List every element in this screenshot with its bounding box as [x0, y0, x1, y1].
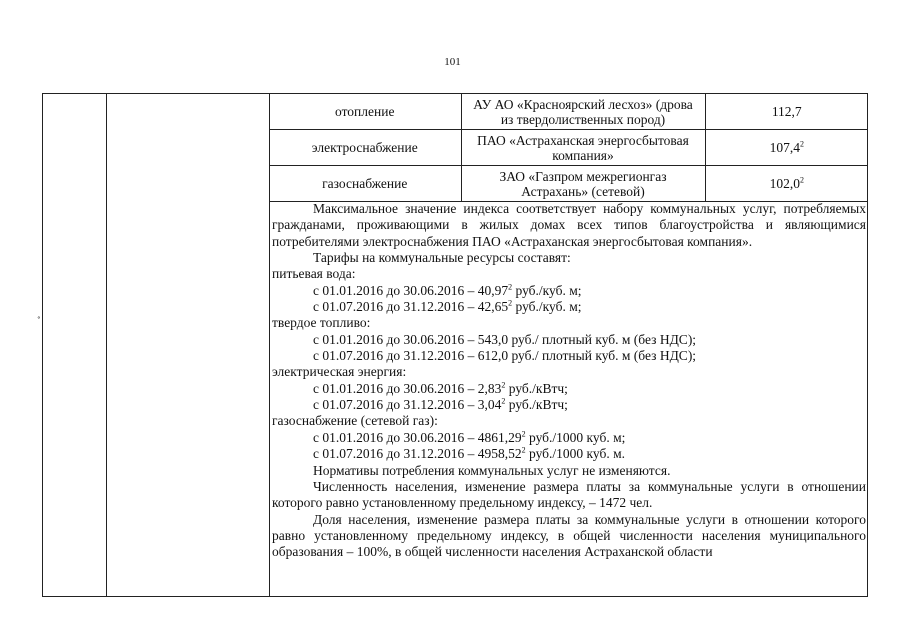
index-cell: 107,4$^2$: [705, 130, 868, 166]
gas-tariff-h1: с 01.01.2016 до 30.06.2016 – 4861,29$^2$ руб./1000 куб. м;: [313, 429, 626, 445]
paragraph-norms: Нормативы потребления коммунальных услуг не изменяются.: [313, 462, 671, 478]
electricity-tariff-h2: с 01.07.2016 до 31.12.2016 – 3,04$^2$ руб./кВтч;: [313, 396, 568, 413]
provider-cell: ПАО «Астраханская энергосбытовая компания»: [461, 130, 705, 166]
tariff-table: [269, 94, 868, 202]
service-cell: отопление: [269, 94, 461, 130]
provider-cell: ЗАО «Газпром межрегионгаз Астрахань» (сетевой): [461, 166, 705, 202]
document-body-text: [272, 201, 866, 561]
water-tariff-h2: с 01.07.2016 до 31.12.2016 – 42,65$^2$ руб./куб. м;: [313, 298, 582, 315]
water-label: питьевая вода:: [272, 266, 356, 282]
page-number: 101: [444, 56, 461, 68]
gas-label: газоснабжение (сетевой газ):: [272, 413, 438, 429]
fuel-label: твердое топливо:: [272, 315, 371, 331]
fuel-tariff-h1: с 01.01.2016 до 30.06.2016 – 543,0 руб./ плотный куб. м (без НДС);: [313, 331, 697, 347]
document-table-frame: [42, 93, 868, 597]
paragraph-population: Численность населения, изменение размера платы за коммунальные услуги в отношении которого равно установленному предельному индексу, – 1472 чел.: [272, 478, 866, 511]
table-row: [269, 166, 868, 202]
scan-speck: ˳: [37, 307, 41, 319]
index-cell: 102,0$^2$: [705, 166, 868, 202]
electricity-label: электрическая энергия:: [272, 364, 407, 380]
electricity-tariff-h1: с 01.01.2016 до 30.06.2016 – 2,83$^2$ руб./кВтч;: [313, 380, 568, 396]
paragraph-tariffs-intro: Тарифы на коммунальные ресурсы составят:: [313, 250, 571, 266]
index-cell: 112,7: [705, 94, 868, 130]
table-row: [269, 94, 868, 130]
service-cell: газоснабжение: [269, 166, 461, 202]
gas-tariff-h2: с 01.07.2016 до 31.12.2016 – 4958,52$^2$ руб./1000 куб. м.: [313, 445, 625, 462]
paragraph-max-index: Максимальное значение индекса соответствует набору коммунальных услуг, потребляемых гражданами, проживающими в жилых домах всех типов благоустройства и являющимися потребителями электроснабжения ПАО «Астраханская энергосбытовая компания».: [272, 201, 866, 249]
fuel-tariff-h2: с 01.07.2016 до 31.12.2016 – 612,0 руб./ плотный куб. м (без НДС);: [313, 348, 697, 364]
column-divider-1: [106, 94, 107, 596]
paragraph-share: Доля населения, изменение размера платы за коммунальные услуги в отношении которого равно установленному предельному индексу, в общей численности населения муниципального образования – 100%, в общей численности населения Астраханской области: [272, 511, 866, 560]
service-cell: электроснабжение: [269, 130, 461, 166]
water-tariff-h1: с 01.01.2016 до 30.06.2016 – 40,97$^2$ руб./куб. м;: [313, 282, 582, 298]
provider-cell: АУ АО «Красноярский лесхоз» (дрова из твердолиственных пород): [461, 94, 705, 130]
table-row: [269, 130, 868, 166]
